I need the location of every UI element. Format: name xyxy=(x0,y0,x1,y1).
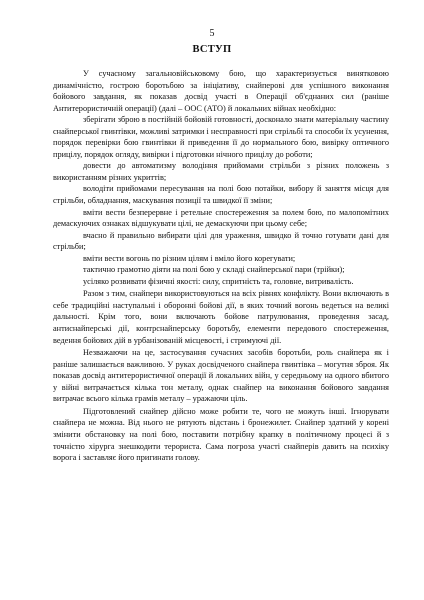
paragraph-requirement: зберігати зброю в постійній бойовій готовності, досконало знати матеріальну частину снайперської гвинтівки, можливі затримки і несправності при стрільбі та способи їх усунення, порядок перевірки бою гвинтівки й приведення її до нормального бою, вивірку оптичного прицілу, порядок огляду, вивірки і підготовки нічного прицілу до роботи; xyxy=(53,115,389,159)
paragraph-body: Підготовлений снайпер дійсно може робити те, чого не можуть інші. Ігнорувати снайпера не можна. Від нього не рятують відстань і бронежилет. Снайпер здатний у корені змінити обстановку на полі бою, поставити потрібну крапку в політичному процесі й з точністю хірурга знешкодити терориста. Сама погроза участі снайперів давить на психіку ворога і заставляє його пригинати голову. xyxy=(53,406,389,463)
paragraph-requirement: довести до автоматизму володіння прийомами стрільби з різних положень з використанням різних укриттів; xyxy=(53,161,389,182)
paragraph-requirement: усіляко розвивати фізичні якості: силу, спритність та, головне, витривалість. xyxy=(83,276,354,286)
paragraph-requirement: тактично грамотно діяти на полі бою у складі снайперської пари (трійки); xyxy=(83,265,345,275)
paragraph-intro: У сучасному загальновійськовому бою, що характеризується винятковою динамічністю, гострою боротьбою за ініціативу, снайперові для успішного виконання бойового завдання, як показав досвід участі в Операції об'єднаних сил (раніше Антитерористичній операції) (далі – ООС (АТО) й локальних війнах необхідно: xyxy=(53,69,389,113)
page-number: 5 xyxy=(209,28,215,39)
paragraph-body: Незважаючи на це, застосування сучасних засобів боротьби, роль снайпера як і раніше залишається важливою. У руках досвідченого снайпера гвинтівка – могутня зброя. Як показав досвід антитерористичної операції й локальних війн, у середньому на одного вбитого у війні витрачається кілька тон металу, однак снайпер на виконання бойового завдання витрачає всього кілька грамів металу – уражаючи ціль. xyxy=(53,348,389,404)
paragraph-body: Разом з тим, снайпери використовуються на всіх рівнях конфлікту. Вони включають в себе традиційні наступальні і оборонні бойові дії, в яких точний вогонь ведеться на великі дальності. Крім того, вони включають бойове патрулювання, проведення засад, антиснайперські дії, контрснайперську боротьбу, елементи передового спостереження, ведення бойових дій в урбанізованій місцевості, і стримуючі дії. xyxy=(53,289,389,345)
paragraph-requirement: володіти прийомами пересування на полі бою потайки, вибору й заняття місця для стрільби, обладнання, маскування позиції та швидкої її зміни; xyxy=(53,184,389,206)
section-title: ВСТУП xyxy=(192,44,232,55)
body-text xyxy=(53,68,389,464)
paragraph-requirement: вчасно й правильно вибирати цілі для ураження, швидко й точно готувати дані для стрільби; xyxy=(53,230,389,252)
paragraph-requirement: вміти вести вогонь по різним цілям і вміло його корегувати; xyxy=(83,253,296,263)
paragraph-requirement: вміти вести безперервне і ретельне спостереження за полем бою, по малопомітних демаскуючих ознаках відшукувати цілі, не демаскуючи при цьому себе; xyxy=(53,207,389,229)
